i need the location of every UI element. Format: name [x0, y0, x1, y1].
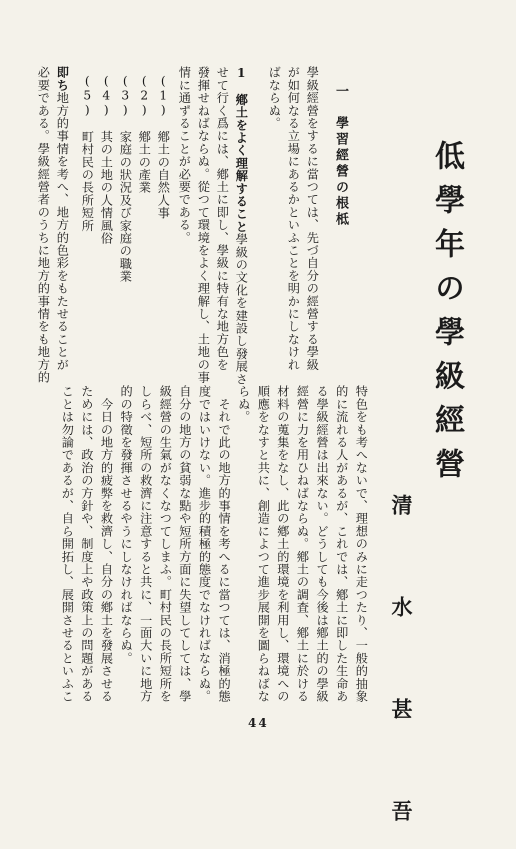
body-line: 級經營の生氣がなくなつてしまふ。町村民の長所短所を: [158, 385, 173, 703]
body-line: 經營に力を用ひねばならぬ。鄕土の調査、鄕土に於ける: [295, 385, 310, 703]
body-line: 特色をも考へないで、理想のみに走つたり、一般的抽象: [354, 385, 369, 703]
paragraph-intro-line-2: が如何なる立場にあるかといふことを明かにしなけれ: [286, 66, 301, 371]
body-line: ことは勿論であるが、自ら開拓し、展開させるといふこ: [60, 385, 75, 703]
body-line: それで此の地方的事情を考へるに當つては、消極的態: [217, 385, 232, 703]
list-item: (2) 鄕土の產業: [137, 74, 152, 194]
paragraph-intro-line-1: 學級經營をするに當つては、先づ自分の經營する學級: [305, 66, 320, 371]
paragraph-conclusion-line-2: 必要である。學級經營者のうちに地方的事情をも地方的: [36, 66, 51, 384]
section-heading: 一 學習經營の根柢: [333, 84, 348, 228]
paragraph-lead-word: 即ち: [55, 66, 70, 92]
list-item: (5) 町村民の長所短所: [80, 74, 95, 232]
subsection-line: [232, 66, 250, 385]
paragraph-conclusion-line-1-rest: 地方的事情を考へ、地方的色彩をもたせることが: [55, 91, 70, 371]
body-line: 順應をなすと共に、創造によつて進步展開を圖らねばな: [256, 385, 271, 703]
subsection-line-rest: 學級の文化を建設し發展さ: [234, 232, 249, 386]
body-line: らぬ。: [236, 385, 251, 424]
list-item: (4) 其の土地の人情風俗: [99, 74, 114, 245]
author-name: 清 水 甚 吾: [389, 494, 414, 849]
body-line: 的の特徵を發揮させるやうにしなければならぬ。: [119, 385, 134, 665]
body-line: 自分の地方の貧弱な點や短所方面に失望してしては、學: [177, 385, 192, 703]
body-line: 度ではいけない。進步的積極的態度でなければならぬ。: [197, 385, 212, 703]
body-line: 的に流れる人があるが、これでは、鄕土に即した生命あ: [334, 385, 349, 703]
subsection-title: 1 鄕土をよく理解すること: [234, 66, 249, 233]
body-line: ためには、政治の方針や、制度上や政策上の問題がある: [79, 385, 94, 703]
paragraph-environment-line-3: 情に通ずることが必要である。: [177, 66, 192, 244]
paragraph-intro-line-3: ばならぬ。: [267, 66, 282, 130]
body-line: る學級經營は出來ない。どうしても今後は鄕土的の學級: [315, 385, 330, 703]
paragraph-conclusion-line-1: [53, 66, 71, 371]
paragraph-environment-line-1: せて行く爲には、鄕土に即し、學級に特有な地方色を: [215, 66, 230, 371]
body-line: 今日の地方的疲弊を救濟し、自分の鄕土を發展させる: [99, 385, 114, 703]
list-item: (1) 鄕土の自然人事: [156, 74, 171, 220]
body-line: 材料の蒐集をなし、此の鄕土的環境を利用し、環境への: [275, 385, 290, 703]
body-line: しらべ、短所の救濟に注意すると共に、一面大いに地方: [138, 385, 153, 703]
list-item: (3) 家庭の狀況及び家庭の職業: [118, 74, 133, 283]
article-title: 低學年の學級經營: [429, 140, 464, 492]
page-number: 44: [248, 716, 269, 730]
paragraph-environment-line-2: 發揮せねばならぬ。從つて環境をよく理解し、土地の事: [196, 66, 211, 384]
